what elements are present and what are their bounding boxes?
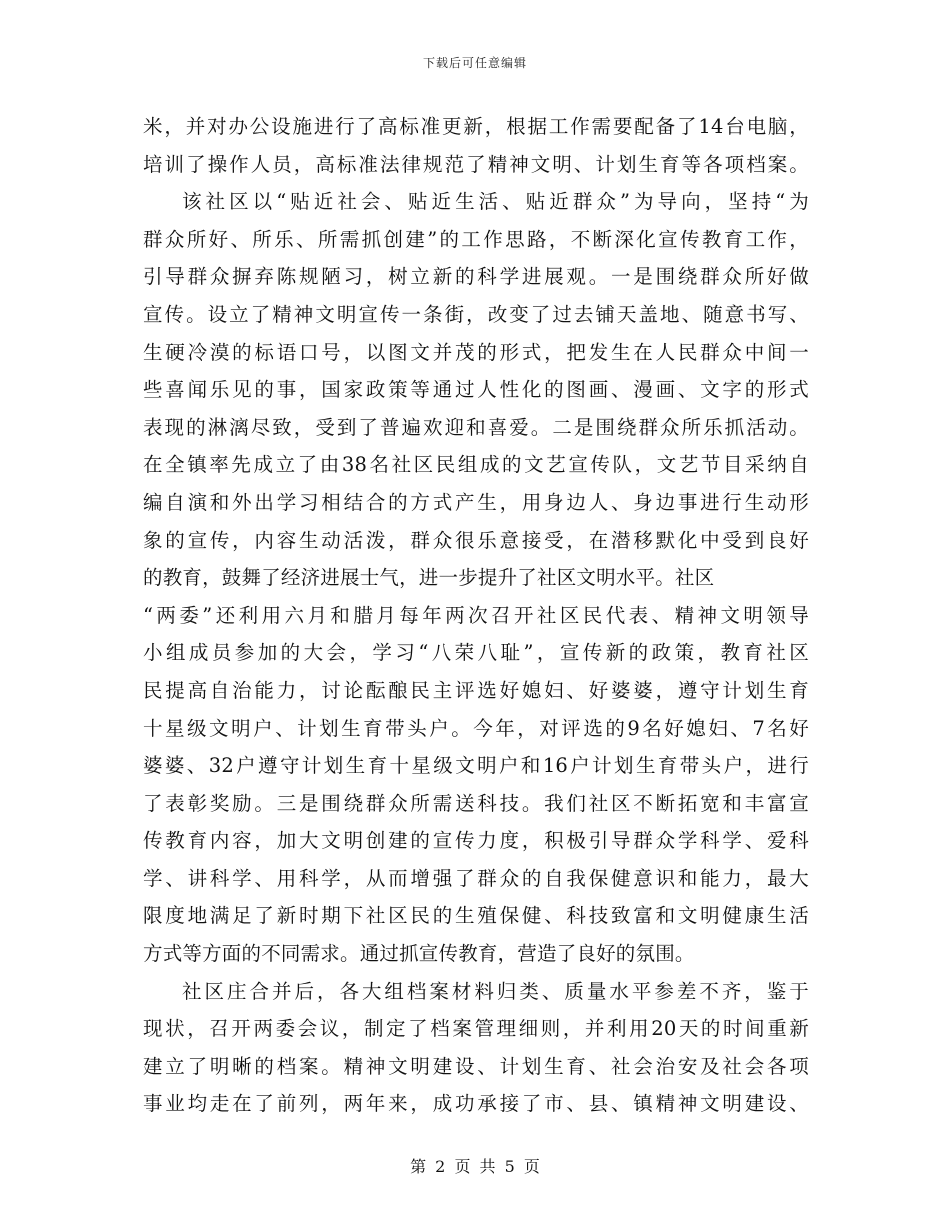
text-line: 培训了操作人员，高标准法律规范了精神文明、计划生育等各项档案。 <box>143 152 809 176</box>
text-line: 学、讲科学、用科学，从而增强了群众的自我保健意识和能力，最大 <box>143 866 809 890</box>
text-line: 传教育内容，加大文明创建的宣传力度，积极引导群众学科学、爱科 <box>143 829 809 853</box>
text-line: 宣传。设立了精神文明宣传一条街，改变了过去铺天盖地、随意书写、 <box>143 302 809 326</box>
text-line: 在全镇率先成立了由38名社区民组成的文艺宣传队，文艺节目采纳自 <box>143 453 809 477</box>
text-line: 编自演和外出学习相结合的方式产生，用身边人、身边事进行生动形 <box>143 490 809 514</box>
text-line: 小组成员参加的大会，学习“八荣八耻”，宣传新的政策，教育社区 <box>143 641 809 665</box>
page-header: 下载后可任意编辑 <box>422 56 527 70</box>
text-line: 民提高自治能力，讨论酝酿民主评选好媳妇、好婆婆，遵守计划生育 <box>143 678 809 702</box>
paragraph-start-line: 该社区以“贴近社会、贴近生活、贴近群众”为导向，坚持“为 <box>182 190 809 214</box>
text-line: 引导群众摒弃陈规陋习，树立新的科学进展观。一是围绕群众所好做 <box>143 265 809 289</box>
text-line: “两委”还利用六月和腊月每年两次召开社区民代表、精神文明领导 <box>143 603 809 627</box>
text-line: 建立了明晰的档案。精神文明建设、计划生育、社会治安及社会各项 <box>143 1054 809 1078</box>
text-line: 象的宣传，内容生动活泼，群众很乐意接受，在潜移默化中受到良好 <box>143 528 809 552</box>
text-line: 米，并对办公设施进行了高标准更新，根据工作需要配备了14台电脑， <box>143 115 809 138</box>
paragraph-end-line: 方式等方面的不同需求。通过抓宣传教育，营造了良好的氛围。 <box>143 942 695 966</box>
page-number-footer: 第 2 页 共 5 页 <box>410 1157 540 1176</box>
text-line: 现状，召开两委会议，制定了档案管理细则，并利用20天的时间重新 <box>143 1017 809 1041</box>
text-line: 的教育，鼓舞了经济进展士气，进一步提升了社区文明水平。社区 <box>143 566 715 590</box>
text-line: 些喜闻乐见的事，国家政策等通过人性化的图画、漫画、文字的形式 <box>143 378 809 402</box>
text-line: 群众所好、所乐、所需抓创建”的工作思路，不断深化宣传教育工作， <box>143 227 809 251</box>
text-line: 表现的淋漓尽致，受到了普遍欢迎和喜爱。二是围绕群众所乐抓活动。 <box>143 415 809 439</box>
text-line: 了表彰奖励。三是围绕群众所需送科技。我们社区不断拓宽和丰富宣 <box>143 791 809 815</box>
text-line: 婆婆、32户遵守计划生育十星级文明户和16户计划生育带头户，进行 <box>143 754 809 778</box>
text-line: 事业均走在了前列，两年来，成功承接了市、县、镇精神文明建设、 <box>143 1092 809 1116</box>
text-line: 十星级文明户、计划生育带头户。今年，对评选的9名好媳妇、7名好 <box>143 716 809 740</box>
paragraph-start-line: 社区庄合并后，各大组档案材料归类、质量水平参差不齐，鉴于 <box>182 979 809 1003</box>
text-line: 限度地满足了新时期下社区民的生殖保健、科技致富和文明健康生活 <box>143 904 809 928</box>
document-body <box>143 108 809 1123</box>
text-line: 生硬冷漠的标语口号，以图文并茂的形式，把发生在人民群众中间一 <box>143 340 809 364</box>
